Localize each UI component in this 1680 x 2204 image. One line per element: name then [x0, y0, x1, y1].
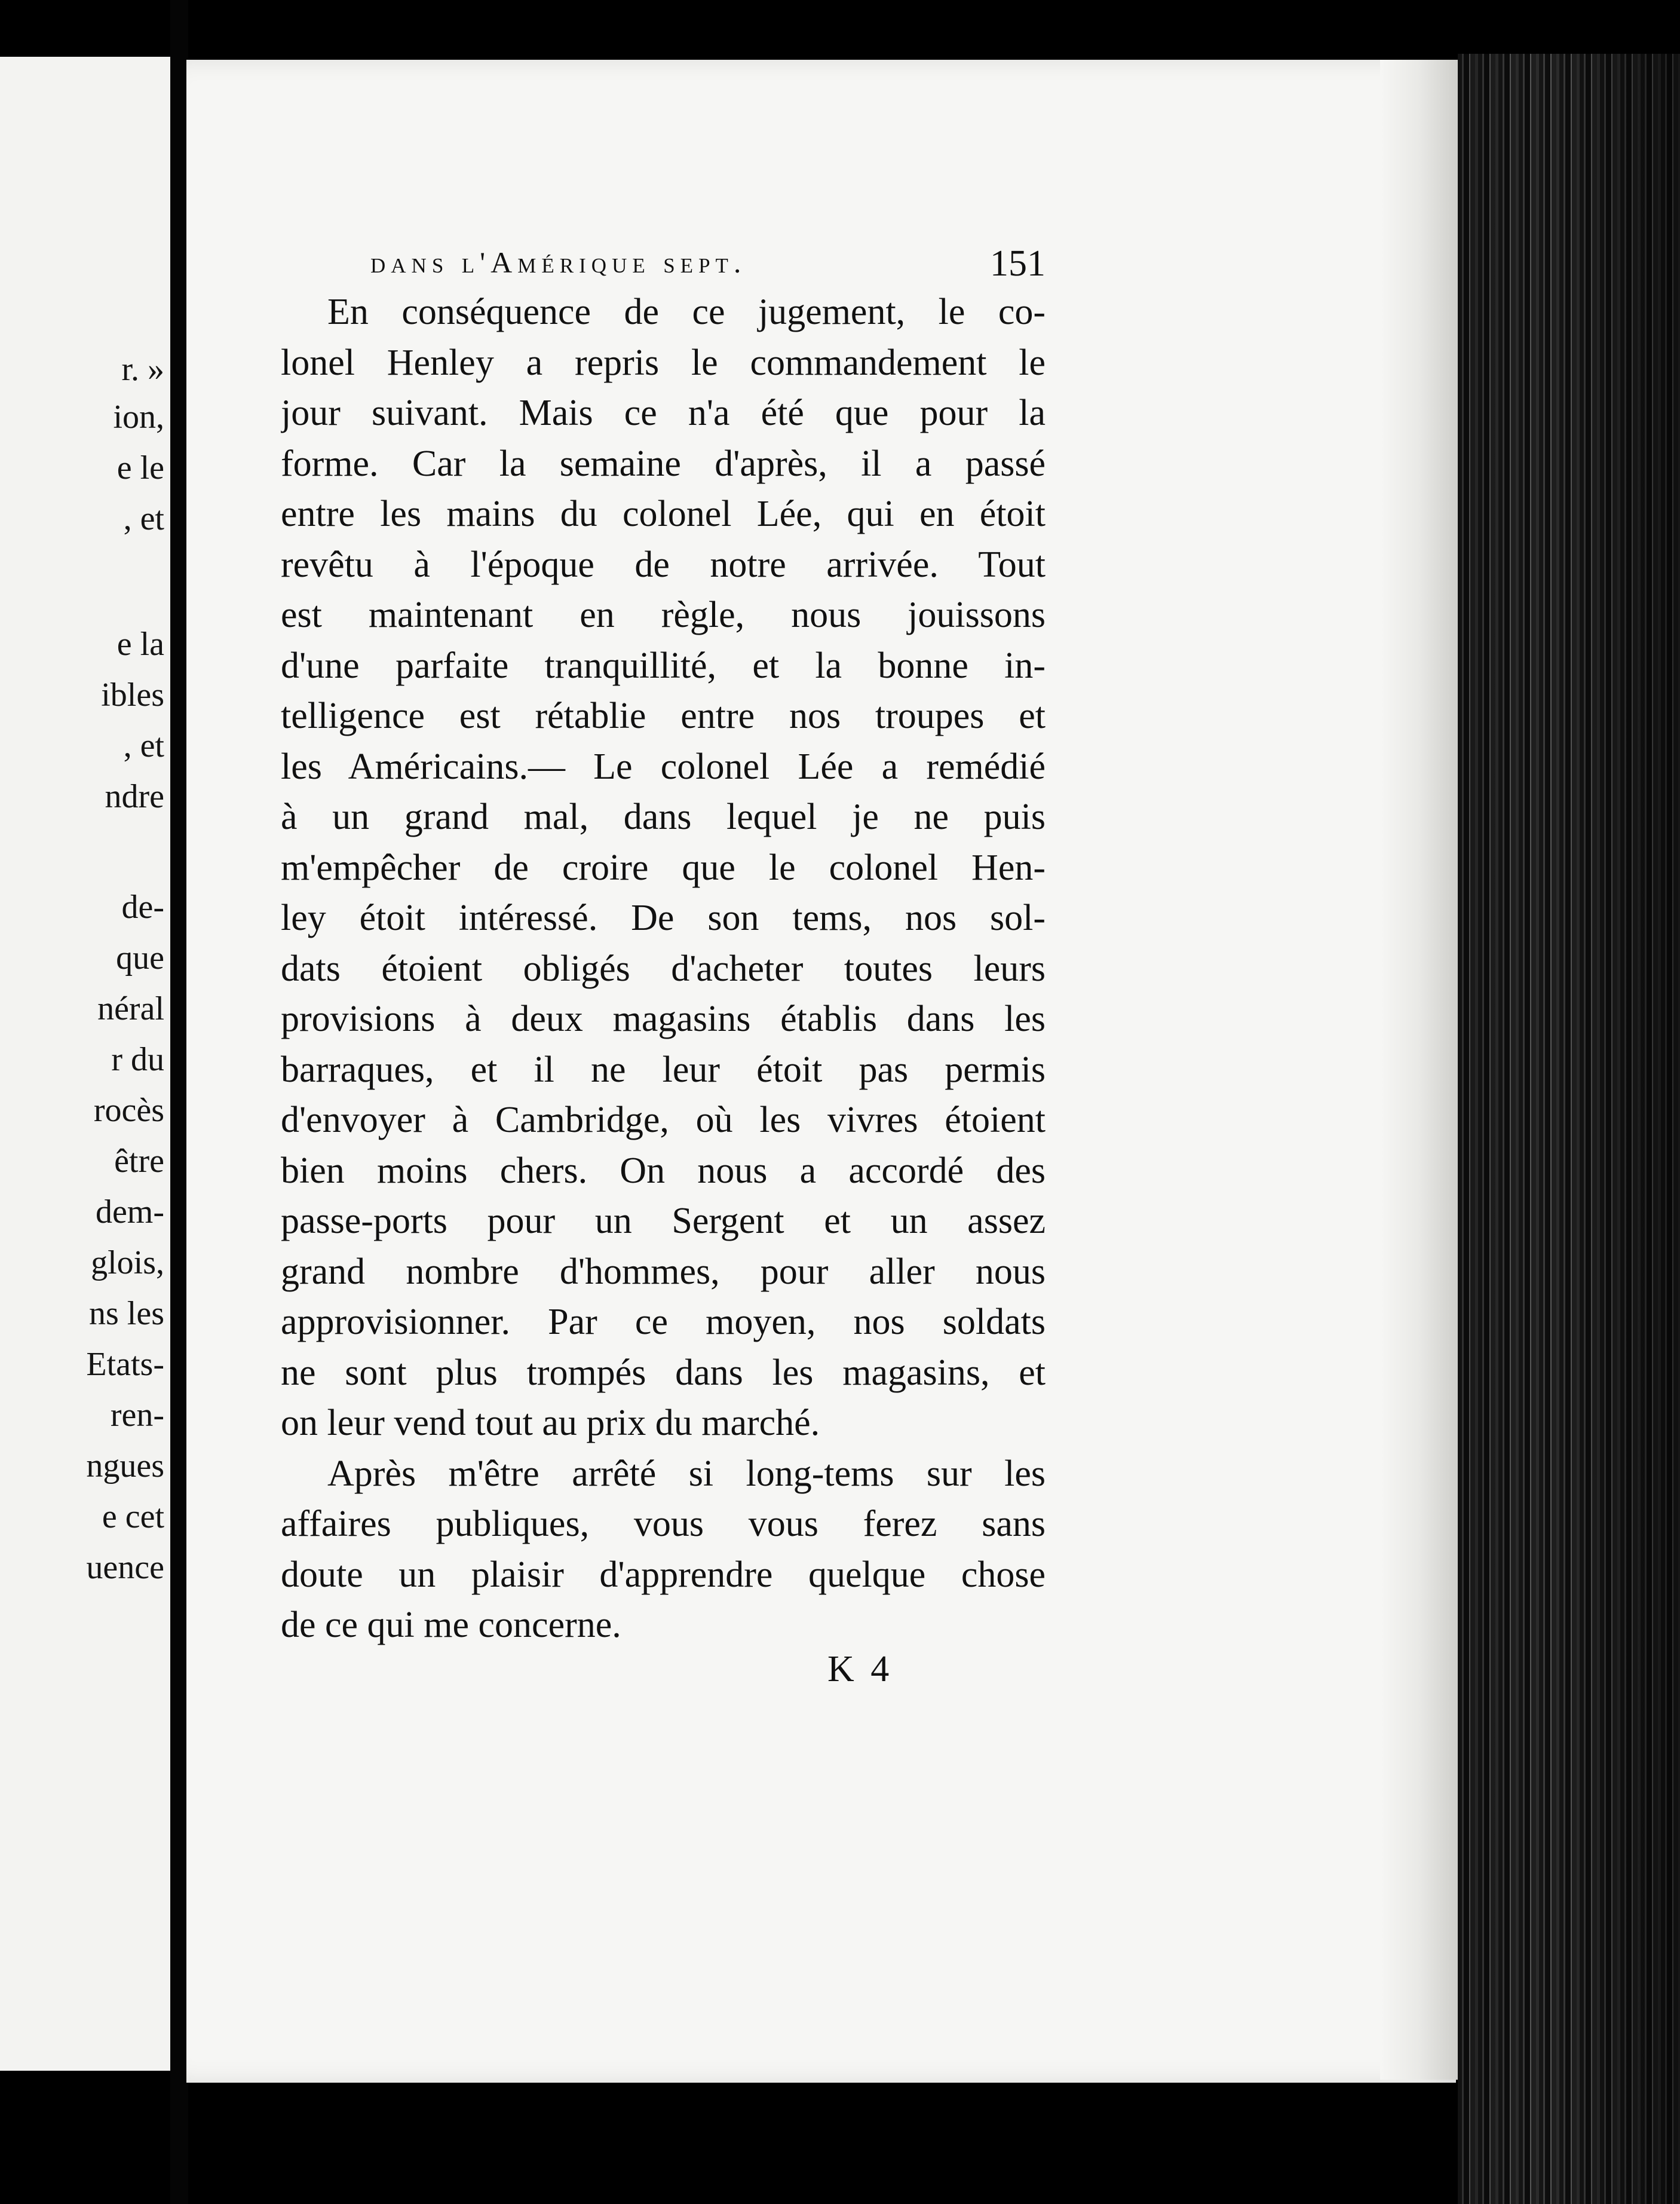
text-line: de ce qui me concerne.: [281, 1605, 621, 1645]
facing-page: [0, 57, 170, 2071]
signature-mark: K 4: [827, 1649, 893, 1689]
facing-line: e cet: [102, 1498, 164, 1535]
text-line: les Américains.— Le colonel Lée a remédié: [281, 746, 1046, 787]
text-line: doute un plaisir d'apprendre quelque chose: [281, 1554, 1046, 1595]
facing-line: Etats-: [86, 1346, 164, 1383]
facing-line: uence: [86, 1549, 164, 1586]
text-line: entre les mains du colonel Lée, qui en étoit: [281, 494, 1046, 534]
facing-line: de-: [121, 889, 164, 926]
facing-line: néral: [97, 990, 164, 1027]
facing-line: e la: [117, 626, 164, 663]
facing-line: ren-: [110, 1397, 164, 1434]
text-line: ley étoit intéressé. De son tems, nos sol-: [281, 898, 1046, 938]
text-line: d'envoyer à Cambridge, où les vivres étoient: [281, 1100, 1046, 1140]
facing-line: ngues: [86, 1447, 164, 1484]
facing-line: e le: [117, 449, 164, 486]
text-line: revêtu à l'époque de notre arrivée. Tout: [281, 544, 1046, 585]
paragraph-1: [281, 287, 1046, 1449]
text-line: affaires publiques, vous vous ferez sans: [281, 1504, 1046, 1544]
text-line: telligence est rétablie entre nos troupes et: [281, 696, 1046, 736]
page-number: 151: [990, 243, 1046, 284]
page-edge-shading: [1380, 60, 1458, 2080]
facing-line: r. »: [121, 351, 164, 388]
facing-line: rocès: [93, 1092, 164, 1129]
text-line: bien moins chers. On nous a accordé des: [281, 1150, 1046, 1191]
text-line: m'empêcher de croire que le colonel Hen-: [281, 847, 1046, 888]
text-line: Après m'être arrêté si long-tems sur les: [327, 1453, 1046, 1494]
facing-line: ibles: [101, 676, 164, 714]
text-line: d'une parfaite tranquillité, et la bonne in-: [281, 645, 1046, 686]
text-line: forme. Car la semaine d'après, il a passé: [281, 443, 1046, 484]
page-text: [281, 245, 1046, 1651]
text-line: En conséquence de ce jugement, le co-: [327, 292, 1046, 332]
text-line: passe-ports pour un Sergent et un assez: [281, 1201, 1046, 1241]
book-gutter: [170, 0, 188, 2204]
running-head: [281, 245, 1046, 287]
text-line: on leur vend tout au prix du marché.: [281, 1403, 820, 1443]
facing-line: ndre: [105, 778, 164, 815]
text-line: barraques, et il ne leur étoit pas permis: [281, 1049, 1046, 1090]
facing-line: glois,: [91, 1244, 164, 1281]
facing-line: dem-: [95, 1193, 164, 1230]
facing-line: ns les: [89, 1295, 164, 1332]
text-line: ne sont plus trompés dans les magasins, et: [281, 1352, 1046, 1393]
facing-line: , et: [123, 500, 164, 537]
text-line: approvisionner. Par ce moyen, nos soldats: [281, 1302, 1046, 1342]
facing-line: être: [114, 1143, 164, 1180]
text-line: est maintenant en règle, nous jouissons: [281, 595, 1046, 635]
facing-line: , et: [123, 727, 164, 764]
facing-line: r du: [111, 1041, 164, 1078]
running-head-title: dans l'Amérique sept.: [370, 246, 747, 279]
text-line: à un grand mal, dans lequel je ne puis: [281, 797, 1046, 837]
facing-line: ion,: [113, 399, 164, 436]
facing-line: que: [116, 939, 164, 977]
paragraph-2: [281, 1449, 1046, 1651]
text-line: jour suivant. Mais ce n'a été que pour la: [281, 393, 1046, 433]
text-line: provisions à deux magasins établis dans les: [281, 999, 1046, 1039]
book-fore-edge-shade: [1458, 54, 1680, 2204]
text-line: dats étoient obligés d'acheter toutes leurs: [281, 948, 1046, 989]
text-line: grand nombre d'hommes, pour aller nous: [281, 1251, 1046, 1292]
text-line: lonel Henley a repris le commandement le: [281, 342, 1046, 383]
